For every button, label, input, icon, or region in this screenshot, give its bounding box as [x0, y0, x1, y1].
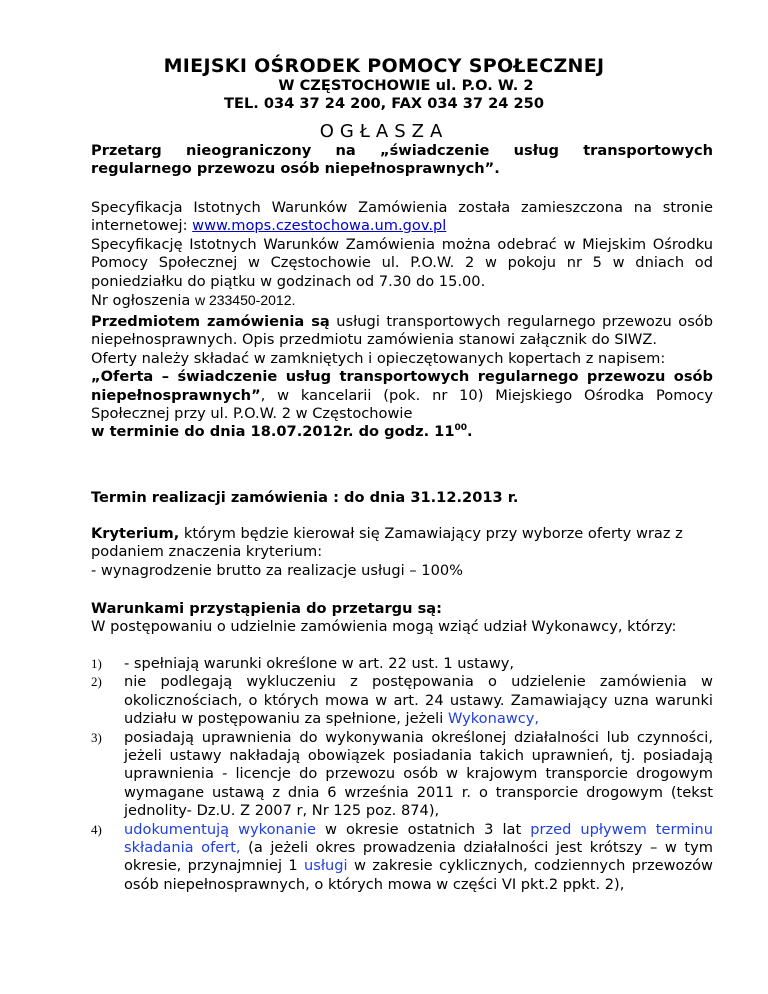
conditions-section — [91, 600, 713, 637]
tender-title — [91, 142, 713, 179]
notice-number: w 233450-2012. — [194, 292, 296, 309]
term-line: Termin realizacji zamówienia : do dnia 31.12.2013 r. — [91, 489, 519, 506]
subject-paragraph — [91, 313, 713, 442]
list-text: - spełniają warunki określone w art. 22 ust. 1 ustawy, — [124, 655, 515, 672]
announce-heading: OGŁASZA — [319, 121, 449, 142]
tender-word: Przetarg — [91, 142, 162, 159]
list-text: posiadają uprawnienia do wykonywania określonej działalności lub czynności, jeżeli ustawy nakładają obowiązek posiadania takich uprawnień, tj. posiadają uprawnienia - licencje do przewozu osób w krajowym transporcie drogowym wymagane ustawą z dnia 6 września 2011 r. o transporcie drogowym (tekst jednolity- Dz.U. Z 2007 r, Nr 125 poz. 874), — [124, 728, 713, 820]
siwz-text: Specyfikacja Istotnych Warunków Zamówienia została zamieszczona na stronie internetowej: — [91, 199, 713, 235]
website-link[interactable]: www.mops.czestochowa.um.gov.pl — [192, 217, 447, 235]
list-text-highlight: udokumentują wykonanie — [124, 820, 317, 838]
list-number: 3) — [91, 729, 102, 745]
list-item — [91, 821, 713, 895]
tender-word: usług — [513, 142, 559, 159]
list-text: nie podlegają wykluczeniu z postępowania o udzielenie zamówienia w okolicznościach, o których mowa w art. 24 ustawy. Zamawiający uzna warunki udziału w postępowaniu za spełnione, jeżeli — [124, 673, 713, 728]
envelope-label: „Oferta – świadczenie usług transportowych regularnego przewozu osób niepełnosprawnych” — [91, 368, 713, 404]
subject-text: usługi transportowych regularnego przewozu osób niepełnosprawnych. Opis przedmiotu zamówienia stanowi załącznik do SIWZ. — [91, 313, 713, 349]
list-text-highlight: usługi — [304, 857, 348, 875]
criterion-item: - wynagrodzenie brutto za realizacje usługi – 100% — [91, 561, 464, 579]
list-item — [91, 655, 713, 673]
tender-title-line1 — [91, 142, 713, 160]
deadline-minutes: 00 — [454, 422, 468, 433]
list-item — [91, 673, 713, 728]
tender-word: nieograniczony — [186, 142, 312, 159]
criterion-text: którym będzie kierował się Zamawiający przy wyborze oferty wraz z podaniem znaczenia kryterium: — [91, 525, 683, 561]
institution-title: MIEJSKI OŚRODEK POMOCY SPOŁECZNEJ — [163, 55, 605, 77]
conditions-intro: W postępowaniu o udzielnie zamówienia mogą wziąć udział Wykonawcy, którzy: — [91, 618, 677, 636]
tender-word: „świadczenie — [380, 142, 490, 159]
list-number: 2) — [91, 674, 102, 690]
institution-phone: TEL. 034 37 24 200, FAX 034 37 24 250 — [224, 95, 544, 112]
list-number: 4) — [91, 821, 102, 837]
list-item — [91, 729, 713, 821]
list-text-highlight: Wykonawcy, — [447, 710, 540, 728]
siwz-paragraph — [91, 199, 713, 310]
notice-number-label: Nr ogłoszenia — [91, 292, 195, 310]
list-text: w okresie ostatnich 3 lat — [316, 820, 531, 838]
institution-address: W CZĘSTOCHOWIE ul. P.O. W. 2 — [278, 77, 534, 94]
list-text: (a jeżeli okres prowadzenia działalności jest krótszy – w tym okresie, przynajmniej 1 — [124, 839, 713, 875]
tender-word: na — [335, 142, 356, 159]
tender-title-line2: regularnego przewozu osób niepełnosprawnych”. — [91, 160, 500, 178]
list-text-highlight: przed upływem terminu składania ofert, — [124, 820, 714, 857]
tender-word: transportowych — [583, 142, 713, 159]
list-number: 1) — [91, 656, 102, 671]
list-text: w zakresie cyklicznych, codziennych przewozów osób niepełnosprawnych, o których mowa w części VI pkt.2 ppkt. 2), — [124, 857, 713, 893]
siwz-pickup-text: Specyfikację Istotnych Warunków Zamówienia można odebrać w Miejskim Ośrodku Pomocy Społecznej w Częstochowie ul. P.O.W. 2 w pokoju nr 5 w dniach od poniedziałku do piątku w godzinach od 7.30 do 15.00. — [91, 235, 713, 290]
criterion-label: Kryterium, — [91, 525, 180, 542]
criterion-paragraph — [91, 525, 713, 580]
subject-label: Przedmiotem zamówienia są — [91, 313, 330, 330]
deadline-date: w terminie do dnia 18.07.2012r. do godz. 11 — [91, 423, 455, 441]
conditions-heading: Warunkami przystąpienia do przetargu są: — [91, 600, 442, 617]
conditions-list — [91, 655, 713, 894]
office-text: , w kancelarii (pok. nr 10) Miejskiego Ośrodka Pomocy Społecznej przy ul. P.O.W. 2 w Częstochowie — [91, 386, 713, 423]
deadline-text — [91, 423, 473, 440]
deadline-end: . — [467, 423, 473, 441]
offers-text: Oferty należy składać w zamkniętych i opieczętowanych kopertach z napisem: — [91, 349, 666, 367]
